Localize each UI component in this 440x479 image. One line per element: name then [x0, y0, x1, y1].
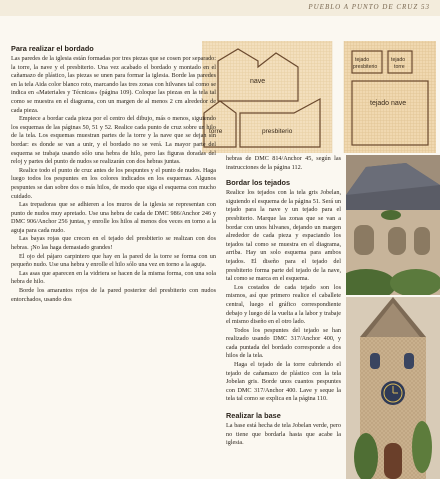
paragraph-8: Borde los amarantos rojos de la pared posterior del presbiterio con nudos entorchados, usando dos [11, 287, 216, 303]
page-header [0, 0, 440, 16]
roof-paragraph-2: Los costados de cada tejado son los mismos, así que primero realice el caballete central, luego el gráfico correspondiente debajo y luego dé la vuelta a la labor y trabaje el mismo diseño en el otro lado. [226, 283, 341, 326]
label-presbiterio: presbiterio [262, 128, 293, 135]
continuation-text: hebras de DMC 814/Anchor 45, según las instrucciones de la página 112. [226, 155, 341, 171]
paragraph-5: Las bayas rojas que crecen en el tejado del presbiterio se realizan con dos hebras. ¡No las haga demasiado grandes! [11, 235, 216, 252]
label-tejado-presbiterio-1: tejado [355, 57, 370, 63]
left-column [11, 44, 216, 304]
label-torre: torre [209, 128, 223, 135]
paragraph-3: Realice todo el punto de cruz antes de los pespuntes y el punto de nudos. Haga luego todos los pespuntes en los colores indicados en los esquemas. Algunos pespuntes se dan sobre dos o más hilos, de modo que siga el esquema con mucho cuidado. [11, 166, 216, 200]
label-tejado-presbiterio-2: presbiterio [353, 64, 378, 70]
roof-paragraph-4: Haga el tejado de la torre cubriendo el tejado de cañamazo de plástico con la tela Jobelan gris. Borde unos cuantos pespuntes con DMC 317/Anchor 400. Lave y seque la tela tal como se explica en la página 110. [226, 361, 341, 403]
right-column [226, 155, 341, 404]
roof-paragraph-3: Todos los pespuntes del tejado se han realizado usando DMC 317/Anchor 400, y cada puntada del bordado corresponde a dos hilos de la tela. [226, 326, 341, 360]
label-tejado-nave: tejado nave [370, 100, 407, 107]
running-head: PUEBLO A PUNTO DE CRUZ 53 [308, 3, 430, 11]
photo-tower-model [346, 297, 440, 479]
label-nave: nave [250, 78, 266, 85]
cutting-layout-diagram [202, 41, 436, 153]
paragraph-4: Las trepadoras que se adhieren a los muros de la iglesia se representan con punto de nudos muy apretado. Use una hebra de cada de DMC 986/Anchor 246 y DMC 906/Anchor 256 juntas, y enrolle los hilos al menos dos veces en torno a la aguja para cada nudo. [11, 201, 216, 234]
diagram-svg [202, 41, 436, 153]
paragraph-6: El ojo del pájaro carpintero que hay en la pared de la torre se forma con un pequeño nudo. Use una hebra y enrolle el hilo sólo una vez en torno a la aguja. [11, 252, 216, 269]
photo-church-model [346, 155, 440, 295]
heading-tejados: Bordar los tejados [226, 178, 291, 188]
label-tejado-torre-2: torre [394, 64, 405, 70]
paragraph-7: Las asas que aparecen en la vidriera se hacen de la misma forma, con una sola hebra de hilo. [11, 269, 216, 286]
label-tejado-torre-1: tejado [391, 57, 406, 63]
heading-base: Realizar la base [226, 411, 281, 420]
paragraph-1: Las paredes de la iglesia están formadas por tres piezas que se cosen por separado: la torre, la nave y el presbiterio. Una vez acabado el bordado y montado en el cañamazo de plástico, las piezas se unen para formar la iglesia. Borde las paredes en la tela Aida color blanco roto, marcando las tres zonas con hilvanes tal como se indica en «Materiales y Técnicas» (página 109). Coloque las piezas en la tela tal como se muestra en el diagrama, con un margen de al menos 2 cm alrededor de cada pieza. [11, 55, 216, 114]
heading-bordado: Para realizar el bordado [11, 44, 94, 53]
base-paragraph-1: La base está hecha de tela Jobelan verde, pero no tiene que bordarla hasta que acabe la iglesia. [226, 422, 341, 447]
right-column-bottom [226, 411, 341, 448]
roof-paragraph-1: Realice los tejados con la tela gris Jobelan, siguiendo el esquema de la página 51. Será un tejado para la nave y un tejado para el presbiterio. Marque las zonas que se van a bordar con unos hilvanes, dejando un margen alrededor de cada pieza y espaciando los tejados tal como se muestra en el diagrama, arriba. Hay un solo esquema para ambos tejados. El diseño para el tejado del presbiterio forma parte del tejado de la nave, tal como se marca en el esquema. [226, 189, 341, 283]
fabric-panel-walls [202, 41, 332, 153]
paragraph-2: Empiece a bordar cada pieza por el centro del dibujo, más o menos, siguiendo los esquemas de las páginas 50, 51 y 52. Realice cada punto de cruz sobre un hilo de la tela. Los esquemas muestran partes de la torre y la nave que se dejan sin bordar: es donde se van a unir, y el bordado no se verá. La mayor parte del esquema se trabaja usando sólo una hebra de hilo, pero las figuras doradas del reloj y partes del punto de nudos se realizarán con dos hebras juntas. [11, 115, 216, 166]
